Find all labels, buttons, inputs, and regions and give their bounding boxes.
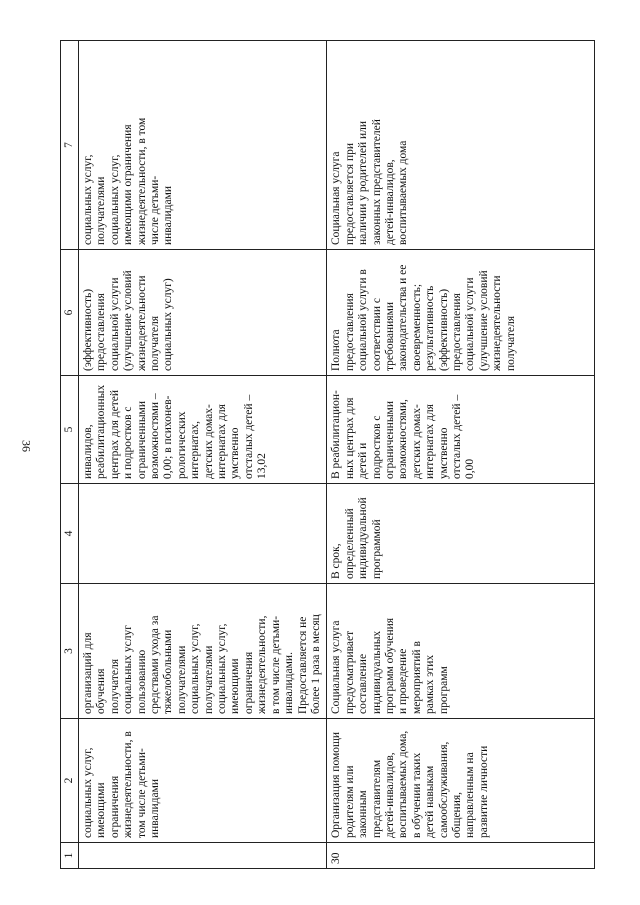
quality-indicators-cell: Полнота предоставления социальной услуги в соответствии с требованиями законодательства и ее своевременность; результативность (эффективность) предоставления социальной услуги (улучшение условий жизнедеятельности получателя xyxy=(327,250,595,376)
column-number-6: 6 xyxy=(61,250,79,376)
row-number-cell xyxy=(79,843,327,869)
service-name-cell: Организация помощи родителям или законным представителям детей-инвалидов, воспитываемых дома, в обучении таких детей навыкам самообслуживания, общения, направленным на развитие личности xyxy=(327,719,595,843)
row-number-cell: 30 xyxy=(327,843,595,869)
column-number-4: 4 xyxy=(61,484,79,584)
service-cost-cell: В реабилитацион- ных центрах для детей и подростков с ограниченными возможностями, детских домах- интернатах для умственно отсталых детей – 0,00 xyxy=(327,376,595,484)
services-table xyxy=(60,40,595,869)
column-number-1: 1 xyxy=(61,843,79,869)
conditions-cell: социальных услуг, получателями социальных услуг, имеющими ограничения жизнедеятельности, в том числе детьми- инвалидами xyxy=(79,41,327,250)
table-area xyxy=(60,41,611,869)
quality-indicators-cell: (эффективность) предоставления социальной услуги (улучшение условий жизнедеятельности получателя социальных услуг) xyxy=(79,250,327,376)
column-number-3: 3 xyxy=(61,584,79,719)
column-number-2: 2 xyxy=(61,719,79,843)
service-cost-cell: инвалидов, реабилитационных центрах для детей и подростков с ограниченными возможностями – 0,00; в психонев- рологических интернатах, детских домах- интернатах для умственно отсталых детей – 13,02 xyxy=(79,376,327,484)
service-description-cell: организаций для обучения получателя социальных услуг пользованию средствами ухода за тяжелобольными получателями социальных услуг, получателями социальных услуг, имеющими ограничения жизнедеятельности, в том числе детьми- инвалидами. Предоставляется не более 1 раза в месяц xyxy=(79,584,327,719)
column-number-7: 7 xyxy=(61,41,79,250)
service-term-cell: В срок, определенный индивидуальной программой xyxy=(327,484,595,584)
service-term-cell xyxy=(79,484,327,584)
service-description-cell: Социальная услуга предусматривает составление индивидуальных программ обучения и проведение мероприятий в рамках этих программ xyxy=(327,584,595,719)
page-number: 36 xyxy=(19,440,34,452)
column-number-5: 5 xyxy=(61,376,79,484)
service-name-cell: социальных услуг, имеющими ограничения жизнедеятельности, в том числе детьми- инвалидами xyxy=(79,719,327,843)
table-row xyxy=(79,41,327,869)
conditions-cell: Социальная услуга предоставляется при наличии у родителей или законных представителей детей-инвалидов, воспитываемых дома xyxy=(327,41,595,250)
table-header-row xyxy=(61,41,79,869)
table-row xyxy=(327,41,595,869)
rotated-table-wrapper xyxy=(60,41,611,869)
